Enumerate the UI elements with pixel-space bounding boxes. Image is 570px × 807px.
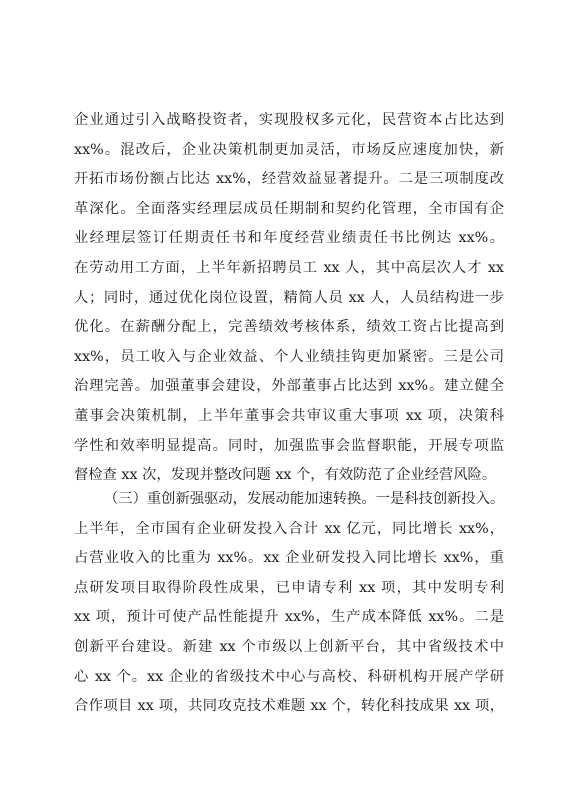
- text-line: 开拓市场份额占比达 xx%，经营效益显著提升。二是三项制度改: [74, 171, 504, 188]
- text-line: 创新平台建设。新建 xx 个市级以上创新平台，其中省级技术中: [74, 638, 504, 655]
- paragraph-1: [74, 106, 504, 491]
- text-line: 督检查 xx 次，发现并整改问题 xx 个，有效防范了企业经营风险。: [74, 467, 497, 484]
- text-line: xx 项，预计可使产品性能提升 xx%，生产成本降低 xx%。二是: [74, 609, 504, 626]
- text-line: 业经理层签订任期责任书和年度经营业绩责任书比例达 xx%。: [74, 230, 504, 247]
- text-line: 在劳动用工方面，上半年新招聘员工 xx 人，其中高层次人才 xx: [74, 259, 504, 276]
- text-line: xx%，员工收入与企业效益、个人业绩挂钩更加紧密。三是公司: [74, 348, 504, 365]
- text-line: 学性和效率明显提高。同时，加强监事会监督职能，开展专项监: [74, 437, 504, 454]
- text-line: 董事会决策机制，上半年董事会共审议重大事项 xx 项，决策科: [74, 407, 504, 424]
- text-line: 革深化。全面落实经理层成员任期制和契约化管理，全市国有企: [74, 200, 504, 217]
- paragraph-2: [74, 485, 504, 722]
- text-line: 人；同时，通过优化岗位设置，精简人员 xx 人，人员结构进一步: [74, 289, 504, 306]
- text-line: 合作项目 xx 项，共同攻克技术难题 xx 个，转化科技成果 xx 项，: [74, 698, 504, 715]
- text-line: 优化。在薪酬分配上，完善绩效考核体系，绩效工资占比提高到: [74, 319, 504, 336]
- text-line: 治理完善。加强董事会建设，外部董事占比达到 xx%。建立健全: [74, 378, 504, 395]
- text-line: 点研发项目取得阶段性成果，已申请专利 xx 项，其中发明专利: [74, 579, 504, 596]
- text-line: 占营业收入的比重为 xx%。xx 企业研发投入同比增长 xx%，重: [74, 550, 504, 567]
- text-line: 上半年，全市国有企业研发投入合计 xx 亿元，同比增长 xx%，: [74, 520, 504, 537]
- text-line: 心 xx 个。xx 企业的省级技术中心与高校、科研机构开展产学研: [74, 668, 504, 685]
- text-line: xx%。混改后，企业决策机制更加灵活，市场反应速度加快，新: [74, 141, 504, 158]
- text-line: 企业通过引入战略投资者，实现股权多元化，民营资本占比达到: [74, 112, 504, 128]
- text-line: （三）重创新强驱动，发展动能加速转换。一是科技创新投入。: [104, 491, 504, 507]
